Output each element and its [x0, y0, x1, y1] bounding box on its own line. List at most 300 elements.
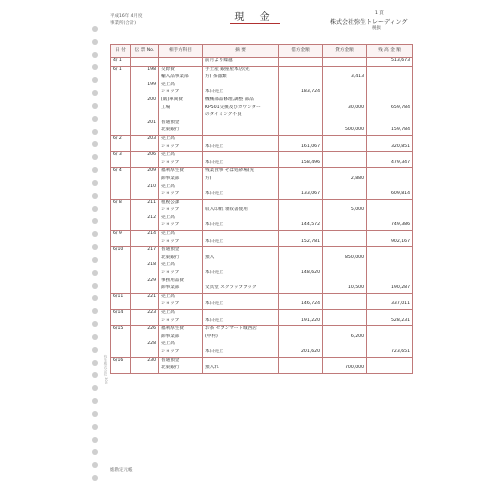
cell-balance: 159,784: [367, 127, 413, 135]
cell-desc: お茶 セブンマート城西店: [203, 326, 279, 334]
cell-credit: [323, 293, 367, 301]
ledger-row: [111, 191, 413, 199]
feed-hole: [92, 321, 98, 327]
cell-desc: 残業食事 そば処砂場(先: [203, 168, 279, 176]
ledger-row: [111, 310, 413, 318]
cell-debit: [279, 255, 323, 263]
ledger-row: [111, 222, 413, 230]
cell-account: 工場: [159, 105, 203, 113]
cell-balance: [367, 168, 413, 176]
cell-balance: [367, 97, 413, 105]
ledger-row: [111, 247, 413, 255]
cell-slip: [131, 89, 159, 97]
feed-hole: [92, 270, 98, 276]
cell-debit: 133,067: [279, 191, 323, 199]
cell-balance: [367, 247, 413, 255]
ledger-row: [111, 326, 413, 334]
cell-desc: [203, 82, 279, 90]
cell-debit: [279, 199, 323, 207]
ledger-row: [111, 152, 413, 160]
cell-date: 6/ 3: [111, 152, 131, 160]
feed-hole: [92, 449, 98, 455]
cell-account: 事務用品費: [159, 278, 203, 286]
header-left: [110, 13, 143, 27]
cell-account: 卸事業部: [159, 285, 203, 293]
cell-desc: KP501交換及びカウンター: [203, 105, 279, 113]
cell-date: [111, 120, 131, 128]
cell-balance: [367, 262, 413, 270]
feed-hole: [92, 372, 98, 378]
cell-credit: [323, 82, 367, 90]
cell-date: 6/ 2: [111, 135, 131, 143]
cell-slip: 228: [131, 341, 159, 349]
cell-account: ショップ: [159, 239, 203, 247]
cell-debit: 191,220: [279, 318, 323, 326]
feed-hole: [92, 77, 98, 83]
cell-debit: [279, 247, 323, 255]
cell-desc: [203, 231, 279, 239]
cell-balance: [367, 66, 413, 74]
cell-desc: 方) 茶器類: [203, 74, 279, 82]
cell-account: 普通預金: [159, 120, 203, 128]
cell-balance: 190,287: [367, 285, 413, 293]
cell-credit: [323, 58, 367, 67]
cell-desc: 方): [203, 176, 279, 184]
cell-account: 売上高: [159, 135, 203, 143]
feed-hole: [92, 206, 98, 212]
department-label: 事業所(合計): [110, 21, 137, 26]
col-date: 日 付: [111, 45, 131, 58]
ledger-row: [111, 293, 413, 301]
cell-credit: [323, 199, 367, 207]
cell-account: [販]車両費: [159, 97, 203, 105]
ledger-row: [111, 318, 413, 326]
cell-desc: [203, 293, 279, 301]
cell-credit: [323, 239, 367, 247]
cell-date: [111, 262, 131, 270]
cell-desc: 本日売上: [203, 191, 279, 199]
cell-credit: [323, 310, 367, 318]
cell-credit: [323, 341, 367, 349]
cell-credit: [323, 168, 367, 176]
cell-slip: 212: [131, 215, 159, 223]
cell-date: [111, 105, 131, 113]
cell-account: 北東銀行: [159, 255, 203, 263]
cell-date: [111, 74, 131, 82]
cell-debit: 183,724: [279, 89, 323, 97]
cell-desc: [203, 135, 279, 143]
feed-hole: [92, 141, 98, 147]
cell-debit: [279, 97, 323, 105]
ledger-row: [111, 58, 413, 67]
feed-hole: [92, 218, 98, 224]
cell-credit: [323, 112, 367, 120]
cell-credit: [323, 66, 367, 74]
cell-account: ショップ: [159, 160, 203, 168]
cell-desc: [203, 341, 279, 349]
cell-credit: [323, 160, 367, 168]
feed-hole: [92, 180, 98, 186]
cell-credit: 2,880: [323, 176, 367, 184]
cell-credit: [323, 278, 367, 286]
cell-desc: 本日売上: [203, 239, 279, 247]
cell-balance: [367, 120, 413, 128]
cell-account: ショップ: [159, 301, 203, 309]
cell-account: ショップ: [159, 318, 203, 326]
cell-date: [111, 239, 131, 247]
feed-hole: [92, 64, 98, 70]
cell-account: 卸事業部: [159, 334, 203, 342]
cell-slip: 203: [131, 135, 159, 143]
cell-debit: [279, 285, 323, 293]
page-title: 現 金: [230, 8, 280, 24]
cell-debit: 161,067: [279, 144, 323, 152]
cell-slip: [131, 58, 159, 67]
cell-debit: [279, 262, 323, 270]
ledger-row: [111, 135, 413, 143]
cell-credit: [323, 215, 367, 223]
cell-slip: [131, 74, 159, 82]
cell-date: [111, 349, 131, 357]
cell-slip: [131, 105, 159, 113]
col-credit: 貸方金額: [323, 45, 367, 58]
cell-balance: [367, 293, 413, 301]
cell-desc: 本日売上: [203, 222, 279, 230]
cell-credit: [323, 152, 367, 160]
cell-account: 売上高: [159, 184, 203, 192]
ledger-row: [111, 365, 413, 373]
cell-desc: [203, 247, 279, 255]
cell-debit: [279, 120, 323, 128]
cell-account: 売上高: [159, 262, 203, 270]
cell-debit: [279, 326, 323, 334]
cell-date: [111, 176, 131, 184]
cell-date: 6/11: [111, 293, 131, 301]
ledger-row: [111, 341, 413, 349]
cell-desc: 本日売上: [203, 349, 279, 357]
cell-desc: [203, 120, 279, 128]
cell-date: 4/ 1: [111, 58, 131, 67]
cell-account: 売上高: [159, 231, 203, 239]
cell-desc: 預入: [203, 255, 279, 263]
cell-date: [111, 318, 131, 326]
ledger-row: [111, 105, 413, 113]
cell-balance: 902,167: [367, 239, 413, 247]
ledger-row: [111, 66, 413, 74]
cell-balance: 479,347: [367, 160, 413, 168]
cell-balance: [367, 89, 413, 97]
cell-date: [111, 82, 131, 90]
cell-desc: [203, 152, 279, 160]
cell-balance: 337,011: [367, 301, 413, 309]
cell-credit: 700,000: [323, 365, 367, 373]
cell-credit: [323, 357, 367, 365]
cell-desc: 収入印紙 領収書使用: [203, 207, 279, 215]
cell-slip: [131, 334, 159, 342]
cell-date: [111, 285, 131, 293]
ledger-row: [111, 160, 413, 168]
cell-account: 交際費: [159, 66, 203, 74]
cell-slip: 209: [131, 168, 159, 176]
feed-hole: [92, 334, 98, 340]
cell-balance: [367, 270, 413, 278]
ledger-row: [111, 74, 413, 82]
cell-debit: [279, 176, 323, 184]
col-debit: 借方金額: [279, 45, 323, 58]
cell-debit: [279, 58, 323, 67]
cell-desc: 預入れ: [203, 365, 279, 373]
cell-desc: 前月より繰越: [203, 58, 279, 67]
cell-desc: のタイミング不良: [203, 112, 279, 120]
cell-credit: [323, 191, 367, 199]
cell-date: [111, 255, 131, 263]
ledger-row: [111, 231, 413, 239]
cell-balance: 723,651: [367, 349, 413, 357]
ledger-row: [111, 199, 413, 207]
ledger-row: [111, 262, 413, 270]
cell-account: 輸入品事業部: [159, 74, 203, 82]
cell-balance: [367, 74, 413, 82]
cell-date: 6/ 9: [111, 231, 131, 239]
cell-account: 普通預金: [159, 357, 203, 365]
cell-slip: [131, 318, 159, 326]
cell-date: 6/15: [111, 326, 131, 334]
cell-balance: [367, 365, 413, 373]
cell-debit: [279, 168, 323, 176]
cell-debit: [279, 82, 323, 90]
cell-debit: [279, 127, 323, 135]
feed-hole: [92, 462, 98, 468]
cell-date: 6/10: [111, 247, 131, 255]
cell-date: 6/ 8: [111, 199, 131, 207]
cell-debit: [279, 184, 323, 192]
footer-label: 総勘定元帳: [110, 468, 133, 473]
cell-date: [111, 301, 131, 309]
period-label: 平成16年 4月度: [110, 14, 143, 19]
ledger-row: [111, 144, 413, 152]
cell-debit: 148,620: [279, 270, 323, 278]
feed-hole: [92, 437, 98, 443]
cell-account: 福利厚生費: [159, 168, 203, 176]
cell-account: ショップ: [159, 349, 203, 357]
cell-credit: [323, 222, 367, 230]
cell-slip: [131, 191, 159, 199]
ledger-row: [111, 207, 413, 215]
cell-balance: 609,814: [367, 191, 413, 199]
cell-date: 6/ 1: [111, 66, 131, 74]
cell-slip: [131, 160, 159, 168]
feed-hole: [92, 360, 98, 366]
cell-account: ショップ: [159, 270, 203, 278]
cell-slip: [131, 112, 159, 120]
feed-hole: [92, 308, 98, 314]
cell-account: 卸事業部: [159, 176, 203, 184]
ledger-row: [111, 168, 413, 176]
cell-credit: [323, 135, 367, 143]
cell-account: 売上高: [159, 82, 203, 90]
cell-slip: [131, 301, 159, 309]
cell-credit: [323, 349, 367, 357]
cell-account: ショップ: [159, 222, 203, 230]
cell-balance: [367, 215, 413, 223]
cell-balance: [367, 82, 413, 90]
ledger-row: [111, 301, 413, 309]
feed-hole: [92, 347, 98, 353]
ledger-row: [111, 255, 413, 263]
feed-hole: [92, 116, 98, 122]
ledger-row: [111, 215, 413, 223]
cell-balance: [367, 255, 413, 263]
feed-hole: [92, 398, 98, 404]
cell-slip: 221: [131, 293, 159, 301]
cell-date: [111, 365, 131, 373]
cell-slip: 229: [131, 278, 159, 286]
feed-hole: [92, 257, 98, 263]
feed-hole: [92, 244, 98, 250]
cell-desc: 本日売上: [203, 270, 279, 278]
ledger-row: [111, 82, 413, 90]
cell-date: [111, 215, 131, 223]
ledger-table: [110, 44, 413, 374]
cell-slip: [131, 222, 159, 230]
cell-credit: [323, 301, 367, 309]
cell-debit: [279, 207, 323, 215]
ledger-row: [111, 285, 413, 293]
feed-hole: [92, 167, 98, 173]
cell-credit: 6,200: [323, 334, 367, 342]
cell-slip: 206: [131, 152, 159, 160]
cell-slip: 226: [131, 326, 159, 334]
cell-desc: [203, 262, 279, 270]
cell-debit: [279, 112, 323, 120]
ledger-row: [111, 120, 413, 128]
ledger-row: [111, 184, 413, 192]
cell-balance: [367, 334, 413, 342]
cell-account: 売上高: [159, 293, 203, 301]
cell-account: 売上高: [159, 215, 203, 223]
cell-account: 福利厚生費: [159, 326, 203, 334]
cell-account: ショップ: [159, 207, 203, 215]
cell-credit: 3,413: [323, 74, 367, 82]
tractor-feed-holes: [92, 26, 102, 481]
cell-desc: 機械部品修理,調整 部品: [203, 97, 279, 105]
ledger-header-row: [111, 45, 413, 58]
cell-credit: [323, 97, 367, 105]
cell-account: ショップ: [159, 191, 203, 199]
cell-credit: [323, 318, 367, 326]
cell-credit: [323, 144, 367, 152]
cell-desc: [203, 215, 279, 223]
cell-balance: [367, 310, 413, 318]
cell-debit: [279, 365, 323, 373]
cell-date: 6/ 4: [111, 168, 131, 176]
cell-date: [111, 97, 131, 105]
feed-hole: [92, 295, 98, 301]
cell-debit: [279, 215, 323, 223]
cell-slip: [131, 144, 159, 152]
cell-credit: 850,000: [323, 255, 367, 263]
ledger-row: [111, 112, 413, 120]
cell-desc: 本日売上: [203, 318, 279, 326]
cell-date: [111, 334, 131, 342]
cell-date: 6/16: [111, 357, 131, 365]
cell-account: ショップ: [159, 89, 203, 97]
ledger-row: [111, 239, 413, 247]
cell-debit: [279, 66, 323, 74]
cell-credit: [323, 270, 367, 278]
cell-slip: [131, 127, 159, 135]
cell-account: [159, 112, 203, 120]
cell-balance: [367, 341, 413, 349]
col-slip: 伝 票 No.: [131, 45, 159, 58]
cell-account: [159, 58, 203, 67]
cell-slip: 200: [131, 97, 159, 105]
feed-hole: [92, 193, 98, 199]
cell-debit: [279, 357, 323, 365]
feed-hole: [92, 283, 98, 289]
feed-hole: [92, 231, 98, 237]
cell-debit: [279, 135, 323, 143]
feed-hole: [92, 39, 98, 45]
cell-slip: 218: [131, 262, 159, 270]
cell-balance: 528,231: [367, 318, 413, 326]
cell-balance: [367, 112, 413, 120]
col-balance: 残 高 金 額: [367, 45, 413, 58]
cell-credit: [323, 326, 367, 334]
cell-balance: [367, 135, 413, 143]
cell-slip: [131, 285, 159, 293]
cell-desc: 本日売上: [203, 160, 279, 168]
ledger-row: [111, 176, 413, 184]
cell-slip: [131, 349, 159, 357]
cell-balance: [367, 357, 413, 365]
feed-hole: [92, 411, 98, 417]
cell-date: [111, 270, 131, 278]
col-description: 摘 要: [203, 45, 279, 58]
cell-account: 北東銀行: [159, 365, 203, 373]
cell-slip: [131, 255, 159, 263]
cell-debit: [279, 310, 323, 318]
cell-credit: 30,000: [323, 105, 367, 113]
ledger-row: [111, 357, 413, 365]
cell-balance: 513,673: [367, 58, 413, 67]
cell-debit: [279, 293, 323, 301]
ledger-row: [111, 127, 413, 135]
cell-account: 売上高: [159, 152, 203, 160]
cell-credit: 5,000: [323, 207, 367, 215]
cell-credit: [323, 231, 367, 239]
cell-slip: [131, 176, 159, 184]
cell-slip: 210: [131, 184, 159, 192]
cell-debit: [279, 105, 323, 113]
cell-account: 売上高: [159, 341, 203, 349]
cell-credit: [323, 120, 367, 128]
cell-balance: [367, 184, 413, 192]
cell-debit: 158,496: [279, 160, 323, 168]
cell-desc: [203, 199, 279, 207]
cell-balance: 320,851: [367, 144, 413, 152]
feed-hole: [92, 424, 98, 430]
cell-desc: (中村): [203, 334, 279, 342]
cell-balance: [367, 199, 413, 207]
ledger-row: [111, 97, 413, 105]
cell-credit: [323, 262, 367, 270]
cell-slip: [131, 239, 159, 247]
feed-hole: [92, 129, 98, 135]
cell-date: [111, 112, 131, 120]
cell-date: 6/14: [111, 310, 131, 318]
cell-credit: [323, 89, 367, 97]
